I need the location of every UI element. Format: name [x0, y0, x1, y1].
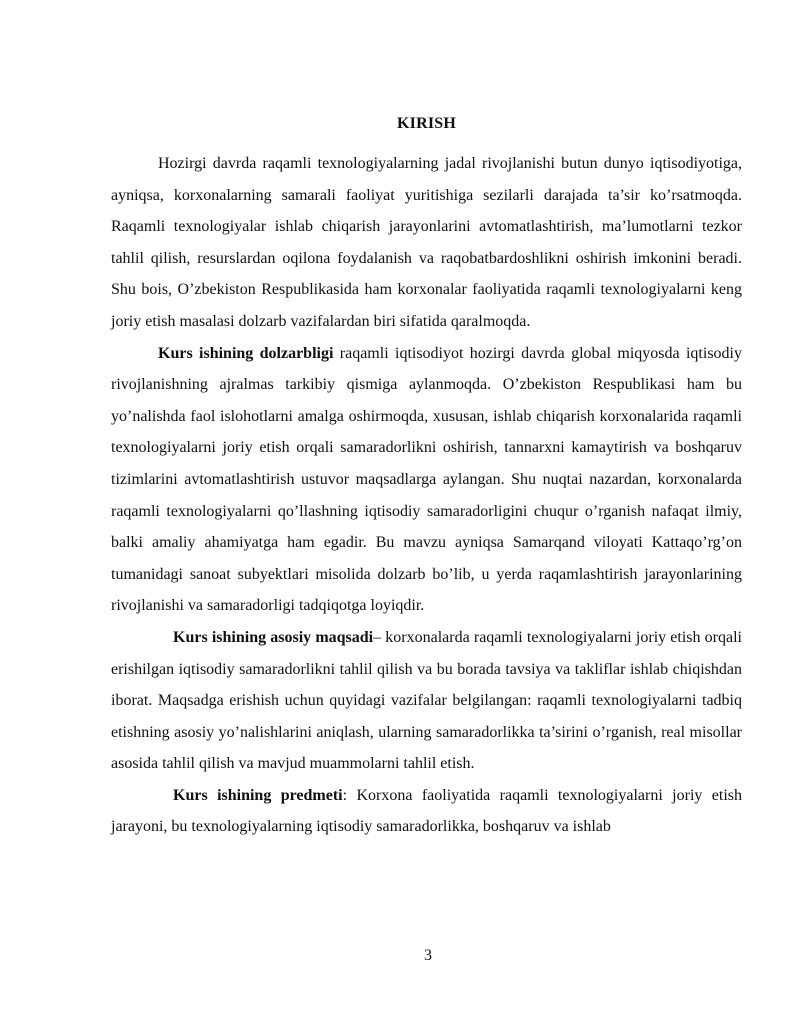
- paragraph-text: Hozirgi davrda raqamli texnologiyalarning jadal rivojlanishi butun dunyo iqtisodiyotiga, ayniqsa, korxonalarning samarali faoliyat yuritishiga sezilarli darajada ta’sir ko’rsatmoqda. Raqamli texnologiyalar ishlab chiqarish jarayonlarini avtomatlashtirish, ma’lumotlarni tezkor tahlil qilish, resurslardan oqilona foydalanish va raqobatbardoshlikni oshirish imkonini beradi. Shu bois, O’zbekiston Respublikasida ham korxonalar faoliyatida raqamli texnologiyalarni keng joriy etish masalasi dolzarb vazifalardan biri sifatida qaralmoqda.: [111, 155, 742, 330]
- goal-heading: Kurs ishining asosiy maqsadi: [173, 628, 374, 646]
- goal-paragraph: [111, 622, 742, 780]
- subject-paragraph: [111, 780, 742, 843]
- section-title: KIRISH: [397, 115, 456, 132]
- paragraph-text: : Korxona faoliyatida raqamli texnologiyalarni joriy etish jarayoni, bu texnologiyalarning iqtisodiy samaradorlikka, boshqaruv va ishlab: [111, 786, 743, 836]
- paragraph-text: raqamli iqtisodiyot hozirgi davrda global miqyosda iqtisodiy rivojlanishning ajralmas tarkibiy qismiga aylanmoqda. O’zbekiston Respublikasi ham bu yo’nalishda faol islohotlarni amalga oshirmoqda, xususan, ishlab chiqarish korxonalarida raqamli texnologiyalarni joriy etish orqali samaradorlikni oshirish, tannarxni kamaytirish va boshqaruv tizimlarini avtomatlashtirish ustuvor maqsadlarga aylangan. Shu nuqtai nazardan, korxonalarda raqamli texnologiyalarni qo’llashning iqtisodiy samaradorligini chuqur o’rganish nafaqat ilmiy, balki amaliy ahamiyatga ham egadir. Bu mavzu ayniqsa Samarqand viloyati Kattaqo’rg’on tumanidagi sanoat subyektlari misolida dolzarb bo’lib, u yerda raqamlashtirish jarayonlarining rivojlanishi va samaradorligi tadqiqotga loyiqdir.: [111, 344, 742, 615]
- paragraph-text: – korxonalarda raqamli texnologiyalarni joriy etish orqali erishilgan iqtisodiy samaradorlikni tahlil qilish va bu borada tavsiya va takliflar ishlab chiqishdan iborat. Maqsadga erishish uchun quyidagi vazifalar belgilangan: raqamli texnologiyalarni tadbiq etishning asosiy yo’nalishlarini aniqlash, ularning samaradorlikka ta’sirini o’rganish, real misollar asosida tahlil qilish va mavjud muammolarni tahlil etish.: [111, 628, 743, 773]
- subject-heading: Kurs ishining predmeti: [173, 786, 343, 804]
- relevance-heading: Kurs ishining dolzarbligi: [158, 344, 334, 362]
- document-page: [111, 114, 742, 843]
- intro-paragraph: [111, 148, 742, 338]
- relevance-paragraph: [111, 338, 742, 622]
- page-number: 3: [424, 947, 432, 964]
